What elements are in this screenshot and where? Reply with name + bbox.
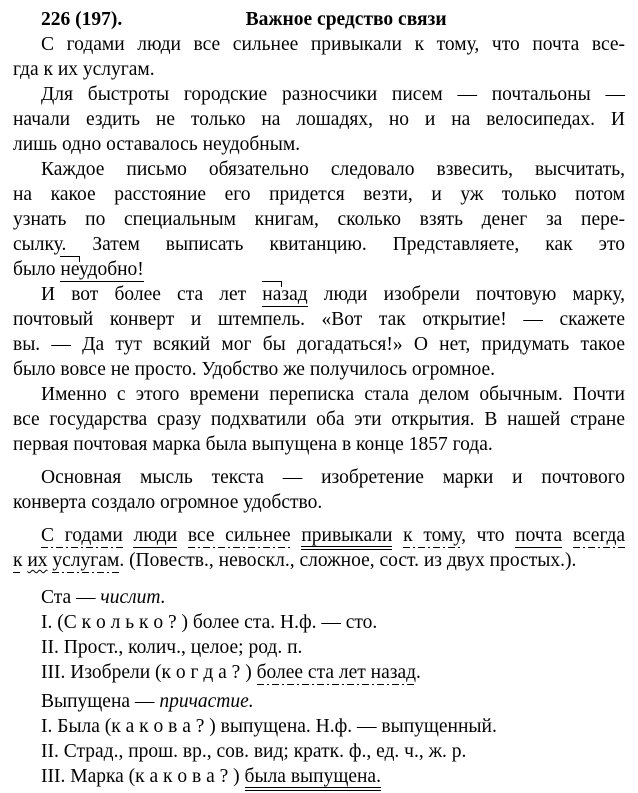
attribute-underline: их	[27, 550, 48, 571]
text-line	[41, 764, 625, 789]
subject-underline: почта	[515, 525, 563, 546]
text-line	[41, 585, 625, 610]
text-span: Для быстроты городские разносчики писем — почтальоны —	[41, 84, 625, 105]
paragraph-weighing	[13, 157, 625, 282]
text-span: Основная мысль текста — изобретение марки и почтового	[41, 467, 625, 488]
prefix-marked-morpheme: не	[60, 259, 79, 280]
text-line	[41, 689, 625, 714]
text-span	[562, 525, 573, 546]
text-span: начали ездить не только на лошадях, но и на велосипедах. И	[13, 109, 625, 130]
text-span: почтовый конверт и штемпель. «Вот так открытие! — скажете	[13, 309, 625, 330]
text-span: I. Была (к а к о в а ? ) выпущена. Н.ф. — выпущенный.	[41, 716, 497, 737]
text-span: Выпущена —	[41, 691, 160, 712]
morphology-participle	[41, 689, 625, 789]
text-span: вы. — Да тут всякий мог бы догадаться!» О нет, придумать такое	[13, 334, 625, 355]
text-line	[13, 407, 625, 432]
text-line	[13, 465, 625, 490]
text-span	[123, 525, 134, 546]
text-line	[13, 357, 625, 382]
text-line	[13, 232, 625, 257]
text-span: , что	[461, 525, 516, 546]
underlined-word: зад	[281, 284, 308, 305]
text-line	[41, 739, 625, 764]
text-span: было вовсе не просто. Удобство же получилось огромное.	[13, 359, 496, 380]
text-span: И вот более ста лет	[41, 284, 263, 305]
text-span: конверта создало огромное удобство.	[13, 492, 323, 513]
text-span: Именно с этого времени переписка стала делом обычным. Почти	[41, 384, 625, 405]
exercise-title: Важное средство связи	[245, 9, 447, 30]
prefix-marked-morpheme: на	[262, 284, 282, 305]
text-line	[13, 523, 625, 548]
text-line	[41, 714, 625, 739]
text-span: С годами люди все сильнее привыкали к тому, что почта все-	[41, 34, 625, 55]
text-span: II. Прост., колич., целое; род. п.	[41, 637, 303, 658]
text-line	[13, 132, 625, 157]
text-span: на какое расстояние его придется везти, и уж только потом	[13, 184, 625, 205]
paragraph-intro	[13, 32, 625, 82]
text-line	[13, 207, 625, 232]
adverbial-underline: к	[13, 550, 23, 571]
part-of-speech-label: числит.	[100, 587, 166, 608]
text-span: I. (С к о л ь к о ? ) более ста. Н.ф. — сто.	[41, 612, 378, 633]
text-span: III. Марка (к а к о в а ? )	[41, 766, 245, 787]
text-line	[13, 432, 625, 457]
text-line	[13, 282, 625, 307]
adverbial-underline: С годами	[41, 525, 123, 546]
text-line	[13, 257, 625, 282]
text-span: III. Изобрели (к о г д а ? )	[41, 662, 257, 683]
text-line	[41, 635, 625, 660]
paragraph-stamp-invention	[13, 282, 625, 382]
text-span: II. Страд., прош. вр., сов. вид; кратк. ф., ед. ч., ж. р.	[41, 741, 467, 762]
text-line	[13, 157, 625, 182]
text-span: все государства сразу подхватили оба эти открытия. В нашей стране	[13, 409, 625, 430]
text-line	[13, 332, 625, 357]
predicate-underline: была выпущена.	[245, 766, 381, 791]
text-span: . (Повеств., невоскл., сложное, сост. из двух простых.).	[119, 550, 577, 571]
text-span: лишь одно оставалось неудобным.	[13, 134, 301, 155]
underlined-word: удобно!	[79, 259, 144, 280]
text-span	[177, 525, 188, 546]
adverbial-underline: более ста лет назад	[256, 662, 417, 683]
text-line	[41, 610, 625, 635]
text-span: узнать по специальным книгам, сколько взять денег за пере-	[13, 209, 625, 230]
paragraph-couriers	[13, 82, 625, 157]
paragraph-spread	[13, 382, 625, 457]
exercise-header	[13, 7, 625, 32]
text-span: сылку. Затем выписать квитанцию. Представляете, как это	[13, 234, 625, 255]
exercise-number: 226 (197).	[41, 9, 123, 30]
text-line	[13, 107, 625, 132]
text-line	[13, 307, 625, 332]
document-body	[13, 32, 625, 789]
text-span: гда к их услугам.	[13, 59, 155, 80]
adverbial-underline: услугам	[52, 550, 120, 571]
text-line	[13, 548, 625, 573]
subject-underline: люди	[133, 525, 178, 546]
paragraph-main-idea	[13, 465, 625, 515]
sentence-analysis	[13, 523, 625, 573]
text-line	[13, 57, 625, 82]
text-span: Каждое письмо обязательно следовало взвесить, высчитать,	[41, 159, 625, 180]
adverbial-underline: все сильнее	[187, 525, 291, 546]
morphology-numeral	[41, 585, 625, 685]
text-line	[41, 660, 625, 685]
text-line	[13, 32, 625, 57]
text-span: было	[13, 259, 61, 280]
text-line	[13, 382, 625, 407]
text-line	[13, 182, 625, 207]
predicate-underline: привыкали	[301, 525, 392, 550]
adverbial-underline: всегда	[572, 525, 626, 546]
text-span	[291, 525, 302, 546]
part-of-speech-label: причастие.	[159, 691, 254, 712]
text-span: люди изобрели почтовую марку,	[307, 284, 625, 305]
text-line	[13, 82, 625, 107]
text-span	[392, 525, 403, 546]
text-span: первая почтовая марка была выпущена в конце 1857 года.	[13, 434, 493, 455]
text-span: Ста —	[41, 587, 101, 608]
adverbial-underline: к тому	[403, 525, 462, 546]
text-span: .	[416, 662, 421, 683]
text-line	[13, 490, 625, 515]
